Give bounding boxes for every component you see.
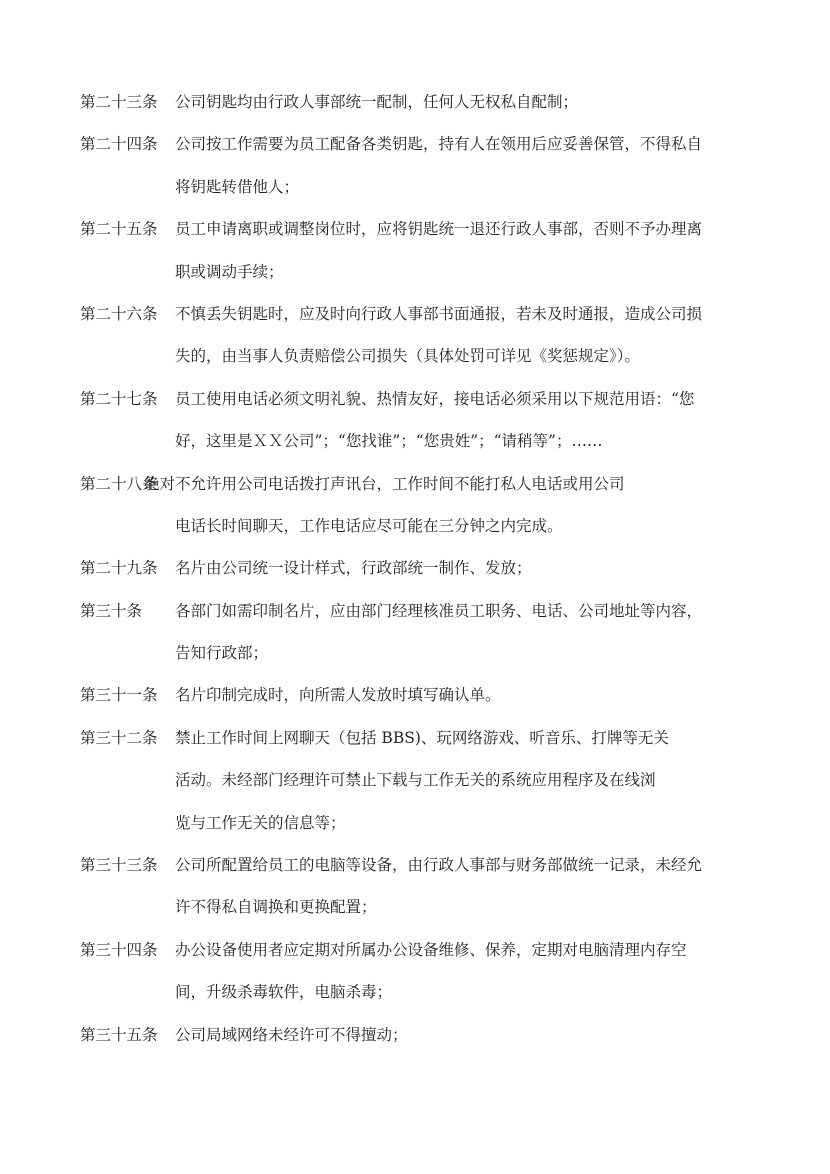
article-label: 第二十四条 <box>80 135 158 154</box>
article-line <box>80 463 760 505</box>
article <box>80 717 760 844</box>
article <box>80 590 760 675</box>
article-text: 告知行政部； <box>175 644 269 663</box>
article-text: 失的，由当事人负责赔偿公司损失（具体处罚可详见《奖惩规定》）。 <box>175 347 641 366</box>
article-text: 名片由公司统一设计样式，行政部统一制作、发放； <box>175 559 532 578</box>
article-line <box>80 759 760 801</box>
article <box>80 81 760 123</box>
article-line <box>80 335 760 377</box>
article-text: 将钥匙转借他人； <box>175 177 300 196</box>
article-label: 第二十九条 <box>80 559 158 578</box>
article-text: 公司钥匙均由行政人事部统一配制，任何人无权私自配制； <box>175 93 579 111</box>
article-line <box>80 378 760 420</box>
article-line <box>80 1014 760 1056</box>
article <box>80 208 760 293</box>
article-text: 许不得私自调换和更换配置； <box>175 898 377 917</box>
article <box>80 123 760 208</box>
article-line <box>80 886 760 928</box>
article-line <box>80 505 760 547</box>
article <box>80 378 760 463</box>
article-line <box>80 208 760 250</box>
article-line <box>80 674 760 716</box>
article-line <box>80 547 760 589</box>
article-label: 第二十七条 <box>80 389 158 408</box>
article-text: 览与工作无关的信息等； <box>175 813 346 832</box>
article-label: 第三十二条 <box>80 728 158 747</box>
article-line <box>80 717 760 759</box>
article-line <box>80 929 760 971</box>
article-label: 第三十三条 <box>80 856 158 875</box>
article-text: 员工申请离职或调整岗位时，应将钥匙统一退还行政人事部，否则不予办理离 <box>175 220 703 239</box>
article-line <box>80 123 760 165</box>
article-line <box>80 590 760 632</box>
article-label: 第三十一条 <box>80 686 158 705</box>
article <box>80 929 760 1014</box>
article-text: 公司局域网络未经许可不得擅动； <box>175 1025 408 1044</box>
article-text: 不慎丢失钥匙时，应及时向行政人事部书面通报，若未及时通报，造成公司损 <box>175 304 703 323</box>
article-text: 名片印制完成时，向所需人发放时填写确认单。 <box>175 686 501 705</box>
article-label: 第三十四条 <box>80 940 158 959</box>
article-line <box>80 81 760 123</box>
article <box>80 463 760 548</box>
article <box>80 1014 760 1056</box>
article-label: 第二十六条 <box>80 304 158 323</box>
article-text: 各部门如需印制名片，应由部门经理核准员工职务、电话、公司地址等内容， <box>175 601 703 620</box>
article-text: 禁止工作时间上网聊天（包括 BBS)、玩网络游戏、听音乐、打牌等无关 <box>175 728 669 747</box>
article-text: 员工使用电话必须文明礼貌、热情友好，接电话必须采用以下规范用语：“您 <box>175 389 695 408</box>
article-line <box>80 632 760 674</box>
article-text: 公司按工作需要为员工配备各类钥匙，持有人在领用后应妥善保管，不得私自 <box>175 135 703 154</box>
article-text: 电话长时间聊天，工作电话应尽可能在三分钟之内完成。 <box>175 516 563 535</box>
article <box>80 547 760 589</box>
article-text: 活动。未经部门经理许可禁止下载与工作无关的系统应用程序及在线浏 <box>175 771 656 790</box>
article-line <box>80 420 760 462</box>
article <box>80 674 760 716</box>
document-body <box>80 81 760 1056</box>
article-line <box>80 293 760 335</box>
article-text: 职或调动手续； <box>175 262 284 281</box>
article <box>80 293 760 378</box>
article-text: 好，这里是ＸＸ公司”；“您找谁”；“您贵姓”；“请稍等”；…… <box>175 432 603 451</box>
article-text: 间，升级杀毒软件，电脑杀毒； <box>175 983 393 1002</box>
article-text: 办公设备使用者应定期对所属办公设备维修、保养，定期对电脑清理内存空 <box>175 940 687 959</box>
article-line <box>80 844 760 886</box>
article-text: 绝对不允许用公司电话拨打声讯台，工作时间不能打私人电话或用公司 <box>144 474 625 493</box>
article-label: 第三十条 <box>80 601 143 620</box>
article-label: 第二十五条 <box>80 220 158 239</box>
article-label: 第二十八条 <box>80 474 158 493</box>
article-line <box>80 166 760 208</box>
article-text: 公司所配置给员工的电脑等设备，由行政人事部与财务部做统一记录，未经允 <box>175 856 703 875</box>
article-line <box>80 971 760 1013</box>
article-line <box>80 802 760 844</box>
article-label: 第二十三条 <box>80 93 158 111</box>
article-line <box>80 251 760 293</box>
article <box>80 844 760 929</box>
article-label: 第三十五条 <box>80 1025 158 1044</box>
